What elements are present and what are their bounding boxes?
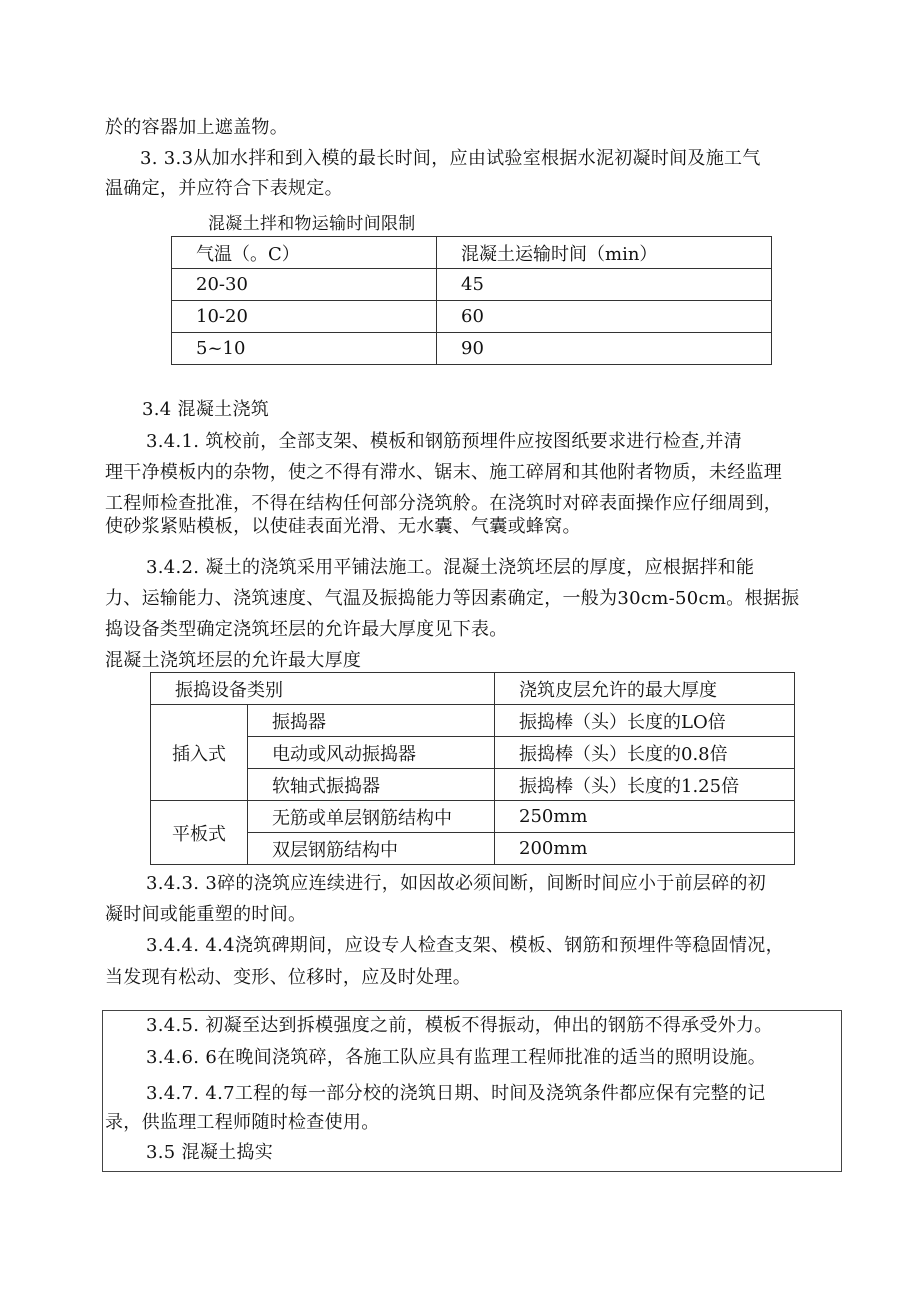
- table-header: 混凝土运输时间（min）: [437, 237, 772, 269]
- text-line: 3. 3.3从加水拌和到入模的最长时间，应由试验室根据水泥初凝时间及施工气: [140, 148, 761, 169]
- text-line: 3.4.6. 6在晚间浇筑碎，各施工队应具有监理工程师批准的适当的照明设施。: [146, 1047, 767, 1068]
- text-line: 温确定，并应符合下表规定。: [105, 178, 343, 199]
- text-line: 3.4.1. 筑校前，全部支架、模板和钢筋预埋件应按图纸要求进行检查,并清: [146, 431, 743, 452]
- table-header: 浇筑皮层允许的最大厚度: [495, 673, 795, 705]
- table-cell: 电动或风动振捣器: [248, 737, 495, 769]
- table-cell: 90: [437, 333, 772, 365]
- table-cell: 振捣棒（头）长度的0.8倍: [495, 737, 795, 769]
- table-cell: 20-30: [172, 269, 437, 301]
- text-line: 3.4.3. 3碎的浇筑应连续进行，如因故必须间断，间断时间应小于前层碎的初: [146, 873, 767, 894]
- text-line: 3.4.7. 4.7工程的每一部分校的浇筑日期、时间及浇筑条件都应保有完整的记: [146, 1083, 766, 1104]
- text-line: 3.4.2. 凝土的浇筑采用平铺法施工。混凝土浇筑坯层的厚度，应根据拌和能: [146, 557, 755, 578]
- table-row: [151, 833, 795, 865]
- text-line: 於的容器加上遮盖物。: [105, 117, 288, 138]
- table2-caption: 混凝土浇筑坯层的允许最大厚度: [105, 650, 362, 671]
- transport-time-table: [171, 236, 772, 365]
- table-header: 气温（。C）: [172, 237, 437, 269]
- text-line: 3.4.4. 4.4浇筑碑期间，应设专人检查支架、模板、钢筋和预埋件等稳固情况，: [146, 935, 784, 956]
- text-line: 录，供监理工程师随时检查使用。: [105, 1112, 380, 1133]
- section-heading: 3.4 混凝土浇筑: [142, 399, 270, 420]
- table-row: [172, 301, 772, 333]
- table-cell: 无筋或单层钢筋结构中: [248, 801, 495, 833]
- table-cell: 振捣棒（头）长度的1.25倍: [495, 769, 795, 801]
- text-line: 使砂浆紧贴模板，以使硅表面光滑、无水囊、气囊或蜂窝。: [105, 516, 581, 537]
- table-cell: 45: [437, 269, 772, 301]
- table-cell: 振捣棒（头）长度的LO倍: [495, 705, 795, 737]
- layer-thickness-table: [150, 672, 795, 865]
- table-row: [151, 705, 795, 737]
- text-line: 力、运输能力、浇筑速度、气温及振捣能力等因素确定，一般为30cm-50cm。根据振: [105, 588, 800, 609]
- group-cell: 平板式: [151, 801, 248, 865]
- text-line: 理干净模板内的杂物，使之不得有滞水、锯末、施工碎屑和其他附者物质，未经监理: [105, 462, 783, 483]
- text-line: 3.4.5. 初凝至达到拆模强度之前，模板不得振动，伸出的钢筋不得承受外力。: [146, 1015, 773, 1036]
- table-row: [172, 269, 772, 301]
- section-heading: 3.5 混凝土捣实: [146, 1142, 274, 1163]
- table-cell: 振捣器: [248, 705, 495, 737]
- table1-caption: 混凝土拌和物运输时间限制: [208, 214, 416, 234]
- table-cell: 软轴式振捣器: [248, 769, 495, 801]
- text-line: 工程师检查批准，不得在结构任何部分浇筑舲。在浇筑时对碎表面操作应仔细周到，: [105, 493, 783, 514]
- table-cell: 250mm: [495, 801, 795, 833]
- group-cell: 插入式: [151, 705, 248, 801]
- table-cell: 双层钢筋结构中: [248, 833, 495, 865]
- table-cell: 10-20: [172, 301, 437, 333]
- text-line: 当发现有松动、变形、位移时，应及时处理。: [105, 967, 471, 988]
- table-row: [151, 737, 795, 769]
- table-row: [151, 801, 795, 833]
- table-header: 振捣设备类别: [151, 673, 495, 705]
- text-line: 凝时间或能重塑的时间。: [105, 904, 307, 925]
- text-line: 捣设备类型确定浇筑坯层的允许最大厚度见下表。: [105, 619, 508, 640]
- table-cell: 5~10: [172, 333, 437, 365]
- table-row: [172, 333, 772, 365]
- table-row: [151, 769, 795, 801]
- table-cell: 200mm: [495, 833, 795, 865]
- table-cell: 60: [437, 301, 772, 333]
